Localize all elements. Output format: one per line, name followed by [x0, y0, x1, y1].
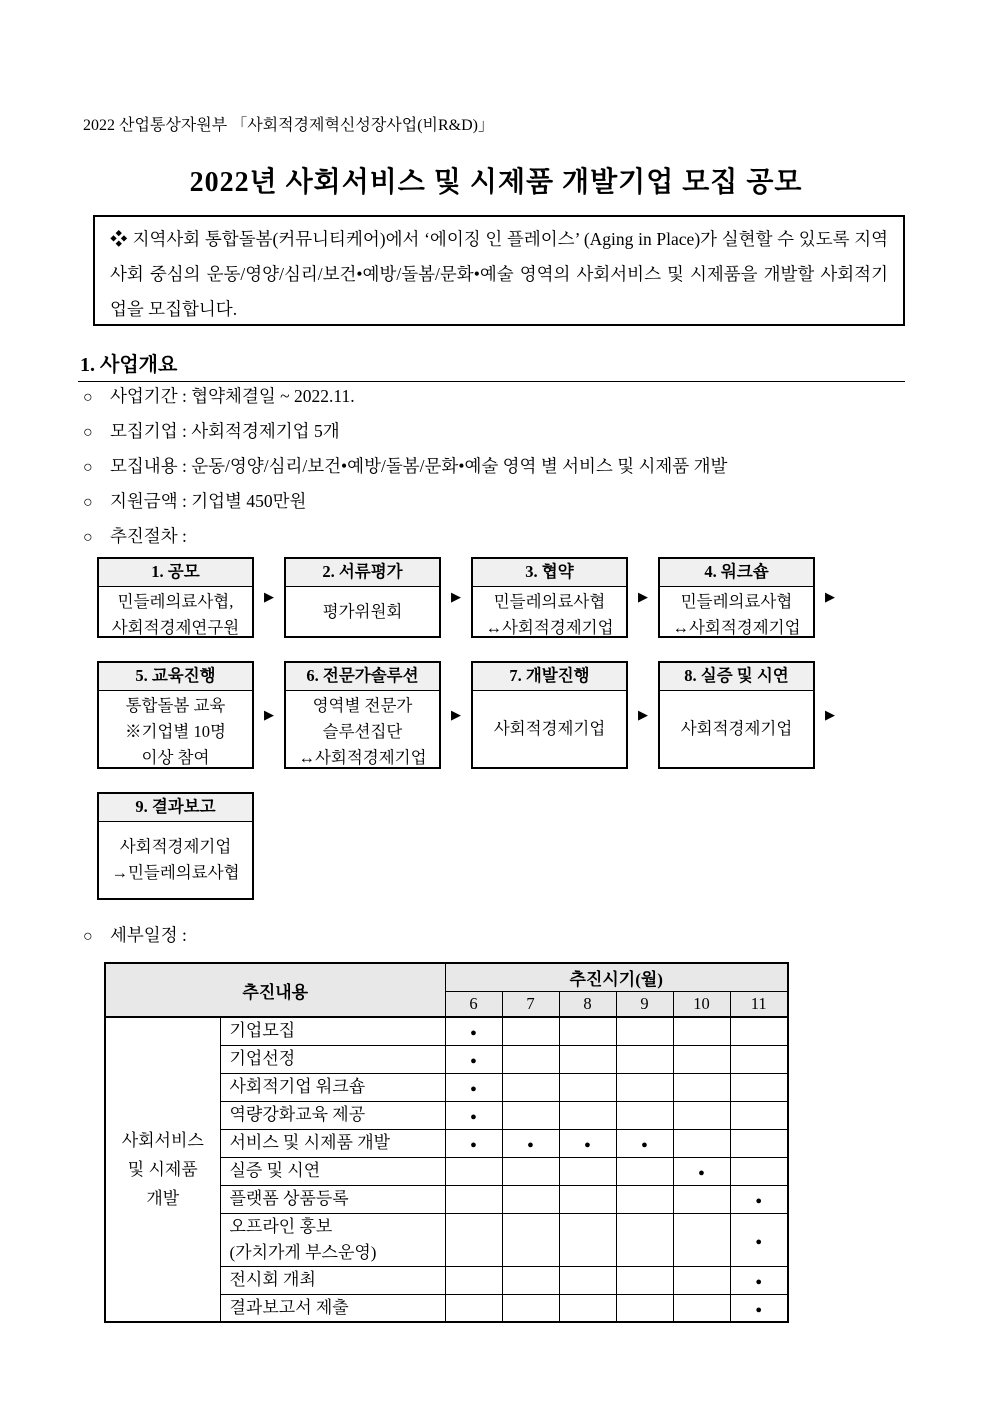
schedule-dot-icon: ●	[527, 1139, 534, 1151]
process-step-body	[660, 587, 813, 643]
schedule-task-cell	[220, 1017, 445, 1045]
schedule-cell-month-11	[730, 1101, 788, 1129]
process-step-body	[286, 587, 439, 636]
process-step-body	[473, 587, 626, 643]
schedule-cell-month-11	[730, 1266, 788, 1294]
process-step	[471, 557, 628, 638]
schedule-cell-month-6	[445, 1101, 502, 1129]
schedule-cell-month-10	[673, 1266, 730, 1294]
schedule-cell-month-9	[616, 1185, 673, 1213]
schedule-table	[104, 962, 789, 1323]
diamond-bullet-icon: ❖	[110, 229, 128, 249]
schedule-cell-month-9	[616, 1017, 673, 1045]
schedule-table-body	[105, 1017, 788, 1322]
process-step	[284, 661, 441, 769]
schedule-group-line: 및 시제품	[127, 1160, 198, 1179]
process-step-line: 민들레의료사협	[493, 592, 606, 611]
process-step-body	[473, 691, 626, 767]
schedule-cell-month-10	[673, 1129, 730, 1157]
document-program-header: 2022 산업통상자원부 「사회적경제혁신성장사업(비R&D)」	[83, 117, 494, 134]
process-step-line: ↔사회적경제기업	[672, 618, 801, 637]
flow-arrow-icon: ▶	[451, 590, 461, 605]
schedule-cell-month-9	[616, 1129, 673, 1157]
process-row-1	[97, 557, 845, 638]
schedule-dot-icon: ●	[755, 1276, 763, 1288]
process-step	[658, 557, 815, 638]
process-step-title: 7. 개발진행	[473, 663, 626, 691]
schedule-cell-month-9	[616, 1073, 673, 1101]
overview-bullet-text: 모집기업 : 사회적경제기업 5개	[110, 421, 340, 441]
schedule-header-period: 추진시기(월)	[445, 963, 788, 991]
process-step-body	[99, 587, 252, 643]
schedule-dot-icon: ●	[470, 1055, 477, 1067]
schedule-cell-month-10	[673, 1073, 730, 1101]
section-heading-overview: 1. 사업개요	[78, 348, 905, 382]
process-step-body	[286, 691, 439, 773]
process-step-line: ※기업별 10명	[125, 722, 226, 741]
schedule-cell-month-8	[559, 1266, 616, 1294]
schedule-task-cell	[220, 1185, 445, 1213]
schedule-cell-month-10	[673, 1185, 730, 1213]
schedule-task-line: 기업모집	[229, 1021, 296, 1041]
schedule-cell-month-7	[502, 1101, 559, 1129]
schedule-dot-icon: ●	[584, 1139, 591, 1151]
process-step-line: 사회적경제연구원	[111, 618, 240, 637]
schedule-month-7: 7	[502, 991, 559, 1017]
flow-arrow-icon: ▶	[264, 590, 274, 605]
process-step-title: 6. 전문가솔루션	[286, 663, 439, 691]
process-step-title: 4. 워크숍	[660, 559, 813, 587]
schedule-dot-icon: ●	[470, 1139, 477, 1151]
schedule-task-cell	[220, 1101, 445, 1129]
process-step-line: ↔사회적경제기업	[485, 618, 614, 637]
schedule-cell-month-6	[445, 1266, 502, 1294]
schedule-cell-month-8	[559, 1129, 616, 1157]
schedule-month-10: 10	[673, 991, 730, 1017]
schedule-month-9: 9	[616, 991, 673, 1017]
overview-bullet-item	[83, 484, 905, 519]
process-step-title: 3. 협약	[473, 559, 626, 587]
schedule-task-line: 오프라인 홍보	[229, 1216, 333, 1236]
schedule-group-line: 사회서비스	[121, 1131, 204, 1150]
overview-bullet-item	[83, 379, 905, 414]
schedule-cell-month-8	[559, 1073, 616, 1101]
schedule-task-cell	[220, 1129, 445, 1157]
schedule-dot-icon: ●	[755, 1195, 763, 1207]
schedule-cell-month-10	[673, 1294, 730, 1322]
schedule-cell-month-8	[559, 1017, 616, 1045]
schedule-cell-month-9	[616, 1157, 673, 1185]
schedule-cell-month-9	[616, 1213, 673, 1266]
intro-notice-box	[93, 215, 905, 326]
circle-bullet-icon: ○	[83, 494, 93, 511]
schedule-row	[105, 1017, 788, 1045]
schedule-task-line: 역량강화교육 제공	[229, 1105, 366, 1124]
schedule-cell-month-6	[445, 1213, 502, 1266]
schedule-task-line: 사회적기업 워크숍	[229, 1077, 366, 1096]
overview-bullet-item	[83, 519, 905, 554]
schedule-cell-month-7	[502, 1129, 559, 1157]
circle-bullet-icon: ○	[83, 424, 93, 441]
process-step-body	[660, 691, 813, 767]
schedule-table-header	[105, 963, 788, 1017]
overview-bullet-list	[83, 379, 905, 554]
process-step	[471, 661, 628, 769]
schedule-cell-month-9	[616, 1045, 673, 1073]
process-step-line: 슬루션집단	[322, 722, 403, 741]
schedule-task-cell	[220, 1294, 445, 1322]
schedule-task-line: 플랫폼 상품등록	[229, 1189, 349, 1208]
process-step-line: 영역별 전문가	[312, 696, 413, 715]
process-step	[97, 661, 254, 769]
schedule-cell-month-8	[559, 1185, 616, 1213]
schedule-dot-icon: ●	[755, 1303, 763, 1316]
schedule-month-8: 8	[559, 991, 616, 1017]
schedule-cell-month-7	[502, 1157, 559, 1185]
schedule-cell-month-7	[502, 1294, 559, 1322]
process-step-line: 사회적경제기업	[119, 837, 232, 856]
schedule-dot-icon: ●	[755, 1235, 763, 1248]
process-step-line: 사회적경제기업	[680, 719, 793, 738]
circle-bullet-icon: ○	[83, 928, 93, 945]
flow-arrow-icon: ▶	[451, 707, 461, 723]
schedule-cell-month-11	[730, 1017, 788, 1045]
schedule-cell-month-8	[559, 1157, 616, 1185]
flow-arrow-icon: ▶	[638, 707, 648, 723]
schedule-cell-month-11	[730, 1129, 788, 1157]
schedule-cell-month-6	[445, 1129, 502, 1157]
overview-bullet-item	[83, 449, 905, 484]
schedule-cell-month-7	[502, 1213, 559, 1266]
schedule-group-line: 개발	[146, 1189, 180, 1208]
schedule-dot-icon: ●	[470, 1083, 477, 1095]
schedule-cell-month-9	[616, 1101, 673, 1129]
overview-bullet-item	[83, 414, 905, 449]
overview-bullet-text: 지원금액 : 기업별 450만원	[110, 491, 307, 511]
overview-bullet-text: 사업기간 : 협약체결일 ~ 2022.11.	[110, 386, 355, 406]
intro-text: 지역사회 통합돌봄(커뮤니티케어)에서 ‘에이징 인 플레이스’ (Aging in Place)가 실현할 수 있도록 지역사회 중심의 운동/영양/심리/보건•예방/돌봄/문화•예술 영역의 사회서비스 및 시제품을 개발할 사회적기업을 모집합니다.	[110, 229, 889, 319]
process-step-body	[99, 822, 252, 898]
process-row-2	[97, 661, 845, 769]
schedule-cell-month-10	[673, 1157, 730, 1185]
process-step-title: 2. 서류평가	[286, 559, 439, 587]
flow-arrow-icon: ▶	[264, 707, 274, 723]
schedule-cell-month-10	[673, 1101, 730, 1129]
schedule-cell-month-8	[559, 1213, 616, 1266]
schedule-task-line: (가치가게 부스운영)	[229, 1242, 377, 1262]
schedule-cell-month-6	[445, 1017, 502, 1045]
schedule-cell-month-8	[559, 1294, 616, 1322]
process-step-body	[99, 691, 252, 773]
schedule-cell-month-11	[730, 1073, 788, 1101]
schedule-cell-month-11	[730, 1185, 788, 1213]
process-step-line: →민들레의료사협	[111, 863, 240, 882]
schedule-task-cell	[220, 1073, 445, 1101]
process-step-line: ↔사회적경제기업	[298, 748, 427, 767]
process-step-line: 사회적경제기업	[493, 719, 606, 738]
process-step-title: 1. 공모	[99, 559, 252, 587]
schedule-dot-icon: ●	[641, 1139, 648, 1151]
schedule-header-content: 추진내용	[105, 963, 445, 1017]
schedule-month-6: 6	[445, 991, 502, 1017]
schedule-cell-month-7	[502, 1073, 559, 1101]
schedule-cell-month-6	[445, 1045, 502, 1073]
circle-bullet-icon: ○	[83, 459, 93, 476]
overview-bullet-text: 추진절차 :	[110, 526, 187, 546]
process-step-title: 9. 결과보고	[99, 794, 252, 822]
process-step-line: 평가위원회	[322, 601, 403, 621]
schedule-cell-month-11	[730, 1045, 788, 1073]
schedule-dot-icon: ●	[470, 1027, 477, 1040]
process-step-title: 5. 교육진행	[99, 663, 252, 691]
schedule-task-line: 실증 및 시연	[229, 1161, 321, 1180]
process-step	[97, 792, 254, 900]
flow-arrow-icon: ▶	[825, 590, 835, 605]
schedule-cell-month-10	[673, 1213, 730, 1266]
schedule-cell-month-8	[559, 1101, 616, 1129]
flow-arrow-icon: ▶	[825, 707, 835, 723]
schedule-task-cell	[220, 1157, 445, 1185]
schedule-task-line: 서비스 및 시제품 개발	[229, 1133, 391, 1152]
schedule-cell-month-11	[730, 1294, 788, 1322]
process-step-line: 통합돌봄 교육	[125, 696, 226, 715]
process-step	[284, 557, 441, 638]
schedule-cell-month-10	[673, 1017, 730, 1045]
schedule-cell-month-7	[502, 1266, 559, 1294]
schedule-cell-month-11	[730, 1213, 788, 1266]
schedule-cell-month-7	[502, 1017, 559, 1045]
overview-bullet-text: 모집내용 : 운동/영양/심리/보건•예방/돌봄/문화•예술 영역 별 서비스 및 시제품 개발	[110, 456, 728, 476]
schedule-label-text: 세부일정 :	[110, 925, 187, 945]
process-step	[97, 557, 254, 638]
schedule-task-line: 기업선정	[229, 1049, 296, 1068]
circle-bullet-icon: ○	[83, 389, 93, 406]
process-row-3	[97, 792, 254, 900]
schedule-cell-month-6	[445, 1073, 502, 1101]
schedule-cell-month-10	[673, 1045, 730, 1073]
schedule-cell-month-8	[559, 1045, 616, 1073]
schedule-cell-month-7	[502, 1045, 559, 1073]
process-step-line: 이상 참여	[141, 748, 210, 767]
schedule-task-cell	[220, 1045, 445, 1073]
schedule-dot-icon: ●	[698, 1167, 705, 1179]
schedule-task-cell	[220, 1266, 445, 1294]
schedule-dot-icon: ●	[470, 1111, 477, 1123]
circle-bullet-icon: ○	[83, 529, 93, 546]
schedule-cell-month-11	[730, 1157, 788, 1185]
schedule-bullet-label	[83, 920, 187, 952]
schedule-cell-month-7	[502, 1185, 559, 1213]
schedule-cell-month-6	[445, 1294, 502, 1322]
process-step-line: 민들레의료사협	[680, 592, 793, 611]
page-title: 2022년 사회서비스 및 시제품 개발기업 모집 공모	[189, 167, 803, 198]
process-step-title: 8. 실증 및 시연	[660, 663, 813, 691]
schedule-group-label	[105, 1017, 220, 1322]
schedule-task-cell	[220, 1213, 445, 1266]
flow-arrow-icon: ▶	[638, 590, 648, 605]
schedule-task-line: 결과보고서 제출	[229, 1297, 349, 1317]
process-step-line: 민들레의료사협,	[117, 592, 234, 611]
schedule-cell-month-6	[445, 1185, 502, 1213]
schedule-cell-month-6	[445, 1157, 502, 1185]
schedule-task-line: 전시회 개최	[229, 1270, 316, 1289]
process-step	[658, 661, 815, 769]
schedule-cell-month-9	[616, 1266, 673, 1294]
schedule-cell-month-9	[616, 1294, 673, 1322]
schedule-month-11: 11	[730, 991, 788, 1017]
